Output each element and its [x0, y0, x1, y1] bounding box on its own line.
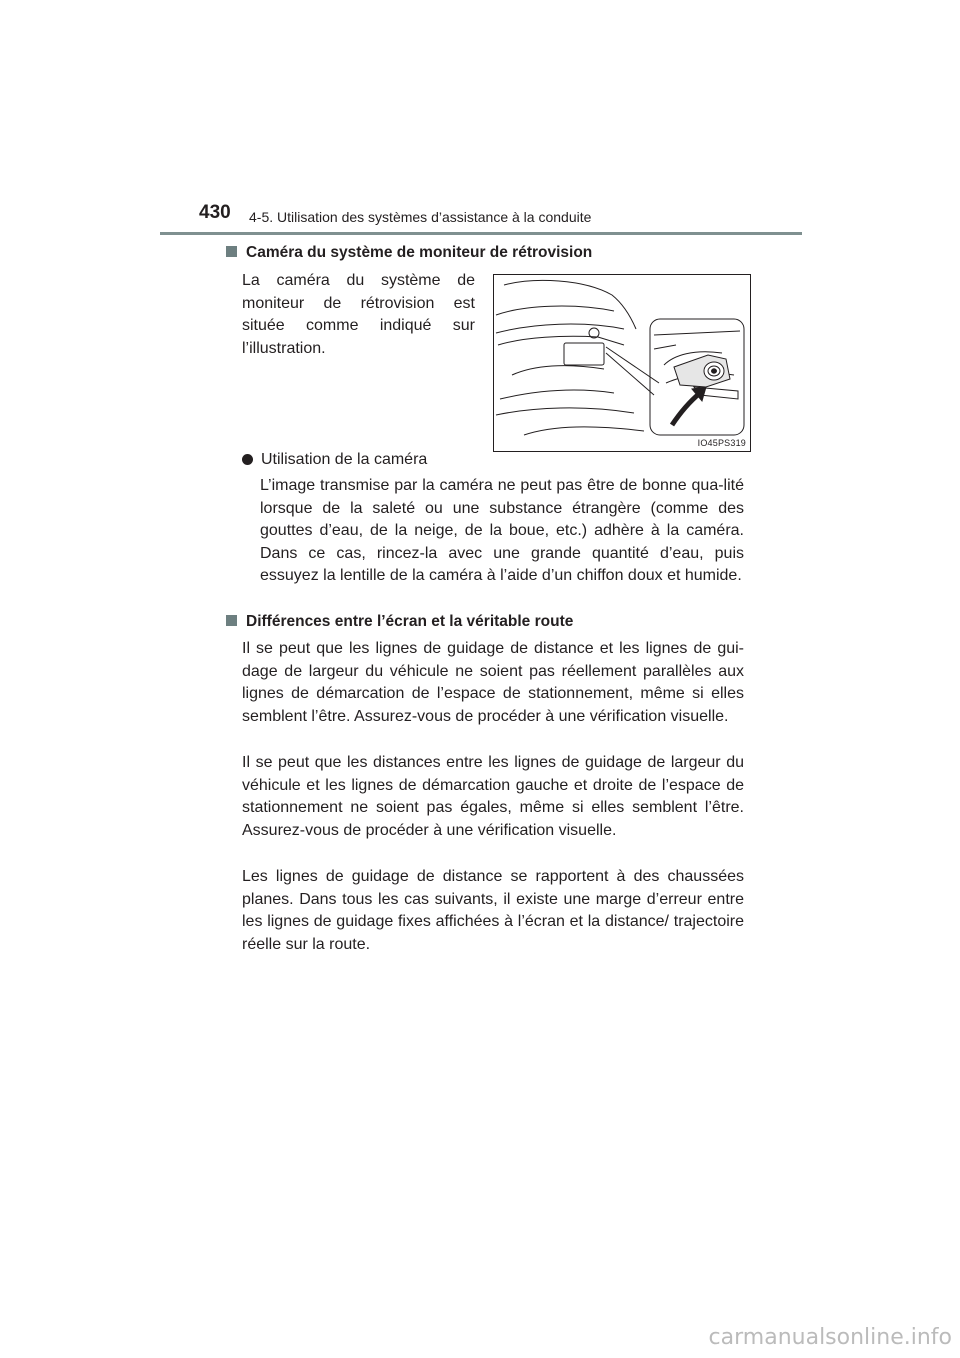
bullet-label: Utilisation de la caméra: [261, 451, 428, 468]
differences-paragraph-3: Les lignes de guidage de distance se rapportent à des chaussées planes. Dans tous les cas suivants, il existe une marge d’erreur entre les lignes de guidage fixes affichées à l’écran et la distance/ trajectoire réelle sur la route.: [242, 868, 744, 953]
square-bullet-icon: [226, 246, 237, 257]
camera-location-illustration: [493, 274, 751, 452]
page-header: [0, 0, 960, 240]
differences-paragraph-1: Il se peut que les lignes de guidage de distance et les lignes de gui-dage de largeur du véhicule ne soient pas réellement parallèles aux lignes de démarcation de l’espace de stationnement, même si elles semblent l’être. Assurez-vous de procéder à une vérification visuelle.: [242, 640, 744, 725]
section-heading-camera: [226, 244, 592, 262]
figure-code: IO45PS319: [697, 438, 746, 448]
chapter-title: 4-5. Utilisation des systèmes d’assistance à la conduite: [249, 209, 592, 225]
camera-intro-text: La caméra du système de moniteur de rétrovision est située comme indiqué sur l’illustration.: [242, 272, 475, 357]
circle-bullet-icon: [242, 454, 253, 465]
page-number: 430: [199, 202, 231, 223]
section-heading-text: Caméra du système de moniteur de rétrovision: [246, 244, 593, 261]
section-heading-text: Différences entre l’écran et la véritable route: [246, 613, 574, 630]
square-bullet-icon: [226, 615, 237, 626]
bullet-camera-usage: [242, 451, 427, 469]
differences-paragraph-2: Il se peut que les distances entre les lignes de guidage de largeur du véhicule et les lignes de démarcation gauche et droite de l’espace de stationnement ne soient pas égales, même si elles semblent l’être. Assurez-vous de procéder à une vérification visuelle.: [242, 754, 744, 839]
header-divider: [160, 232, 802, 235]
rear-vehicle-drawing: [494, 275, 750, 451]
section-heading-differences: [226, 613, 573, 631]
watermark-text: carmanualsonline.info: [708, 1325, 952, 1350]
camera-usage-text: L’image transmise par la caméra ne peut pas être de bonne qua-lité lorsque de la saleté ou une substance étrangère (comme des gouttes d’eau, de la neige, de la boue, etc.) adhère à la caméra. Dans ce cas, rincez-la avec une grande quantité d’eau, puis essuyez la lentille de la caméra à l’aide d’un chiffon doux et humide.: [260, 477, 744, 584]
